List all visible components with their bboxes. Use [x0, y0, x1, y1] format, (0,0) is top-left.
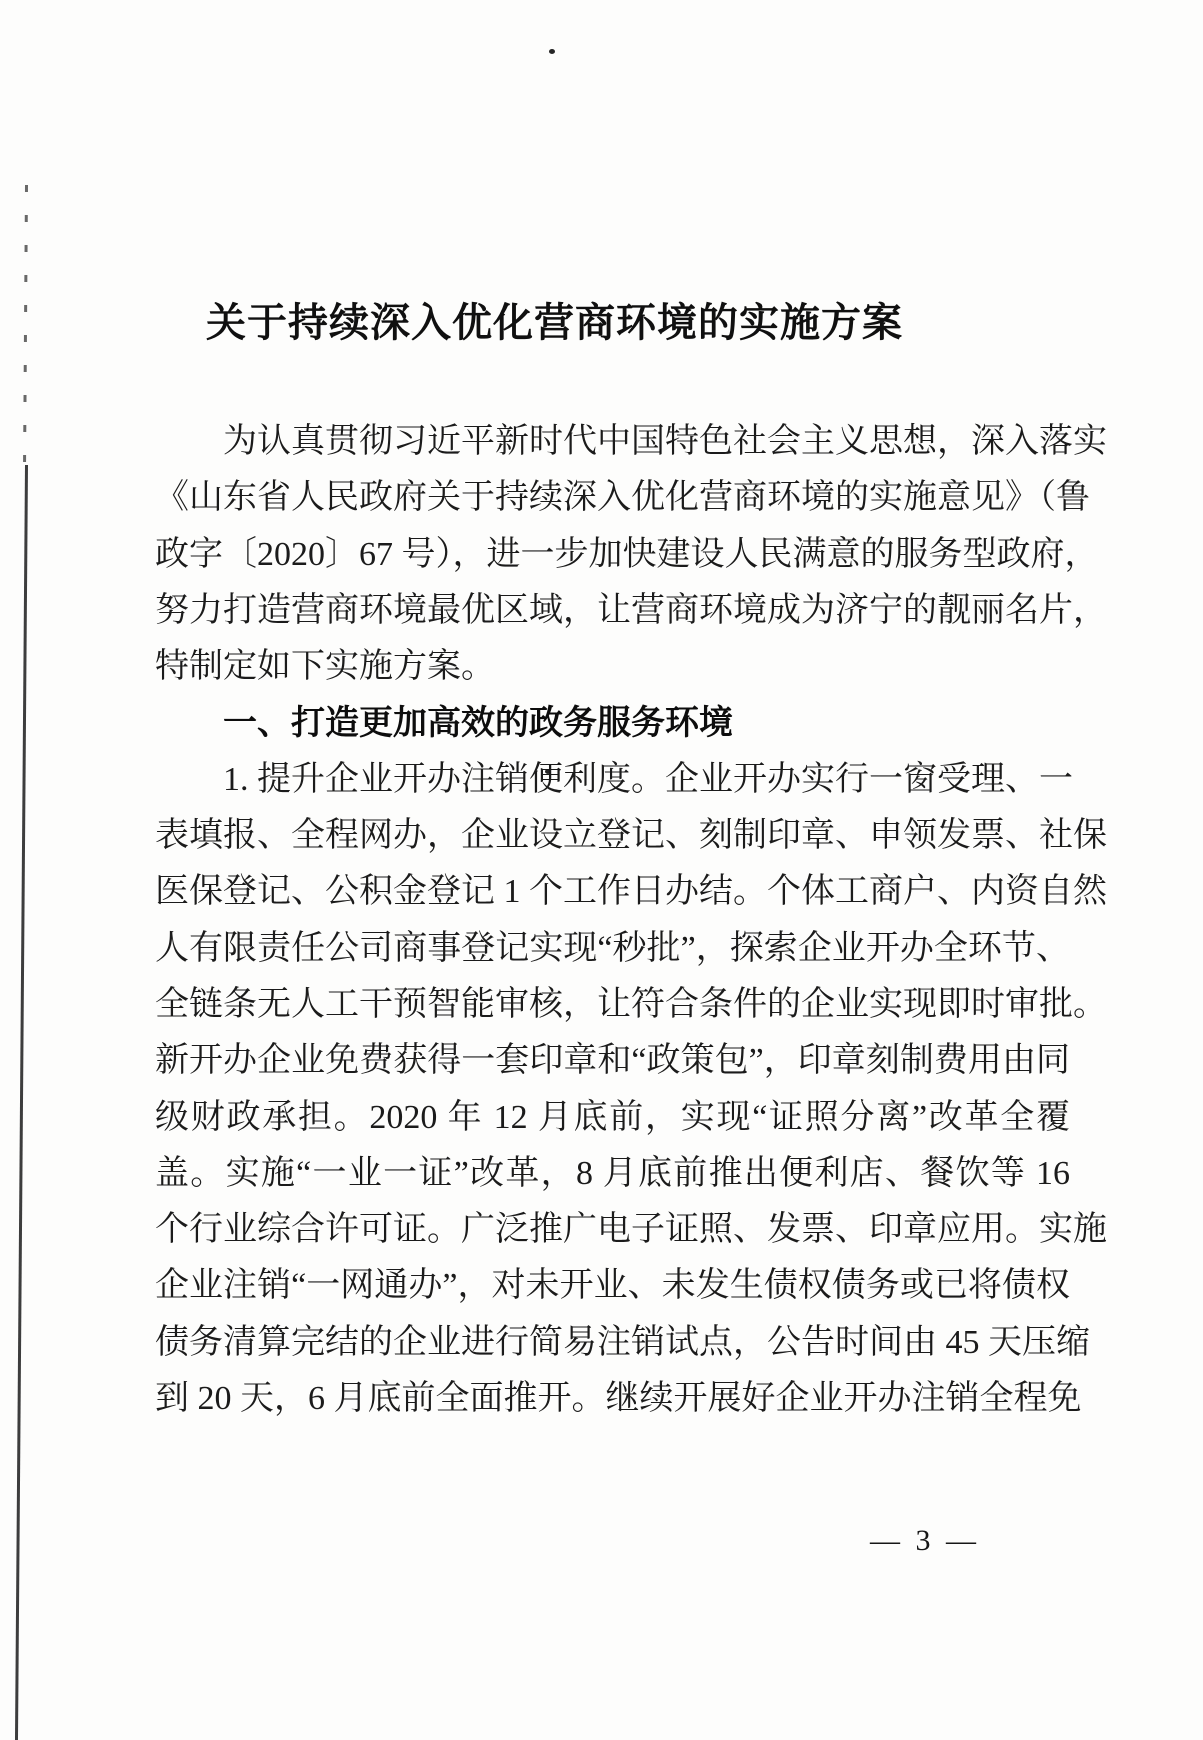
text-line: 努力打造营商环境最优区域，让营商环境成为济宁的靓丽名片，	[155, 591, 1107, 629]
text-line: 债务清算完结的企业进行简易注销试点，公告时间由 45 天压缩	[155, 1323, 1090, 1361]
document-title: 关于持续深入优化营商环境的实施方案	[206, 300, 903, 345]
text-line: 企业注销“一网通办”，对未开业、未发生债权债务或已将债权	[155, 1267, 1070, 1305]
text-line: 人有限责任公司商事登记实现“秒批”，探索企业开办全环节、	[155, 929, 1070, 967]
text-line: 盖。实施“一业一证”改革，8 月底前推出便利店、餐饮等 16	[155, 1154, 1070, 1192]
scan-edge-artifact-bottom	[15, 465, 28, 1740]
text-line: 特制定如下实施方案。	[155, 648, 495, 686]
page-number: — 3 —	[870, 1524, 980, 1557]
text-line: 新开办企业免费获得一套印章和“政策包”，印章刻制费用由同	[155, 1042, 1070, 1080]
text-line: 政字〔2020〕67 号），进一步加快建设人民满意的服务型政府，	[155, 535, 1099, 573]
text-line: 《山东省人民政府关于持续深入优化营商环境的实施意见》（鲁	[155, 479, 1090, 517]
scan-speck	[549, 49, 555, 54]
text-line: 到 20 天，6 月底前全面推开。继续开展好企业开办注销全程免	[155, 1380, 1082, 1418]
section-heading: 一、打造更加高效的政务服务环境	[223, 704, 733, 743]
document-body	[155, 414, 1107, 1427]
text-line: 医保登记、公积金登记 1 个工作日办结。个体工商户、内资自然	[155, 873, 1107, 911]
scan-edge-artifact-top	[23, 185, 28, 470]
text-line: 表填报、全程网办，企业设立登记、刻制印章、申领发票、社保	[155, 817, 1107, 855]
text-line: 1. 提升企业开办注销便利度。企业开办实行一窗受理、一	[223, 760, 1073, 798]
text-line: 全链条无人工干预智能审核，让符合条件的企业实现即时审批。	[155, 985, 1107, 1023]
text-line: 个行业综合许可证。广泛推广电子证照、发票、印章应用。实施	[155, 1211, 1107, 1249]
text-line: 为认真贯彻习近平新时代中国特色社会主义思想，深入落实	[223, 423, 1107, 460]
text-line: 级财政承担。2020 年 12 月底前，实现“证照分离”改革全覆	[155, 1098, 1070, 1136]
